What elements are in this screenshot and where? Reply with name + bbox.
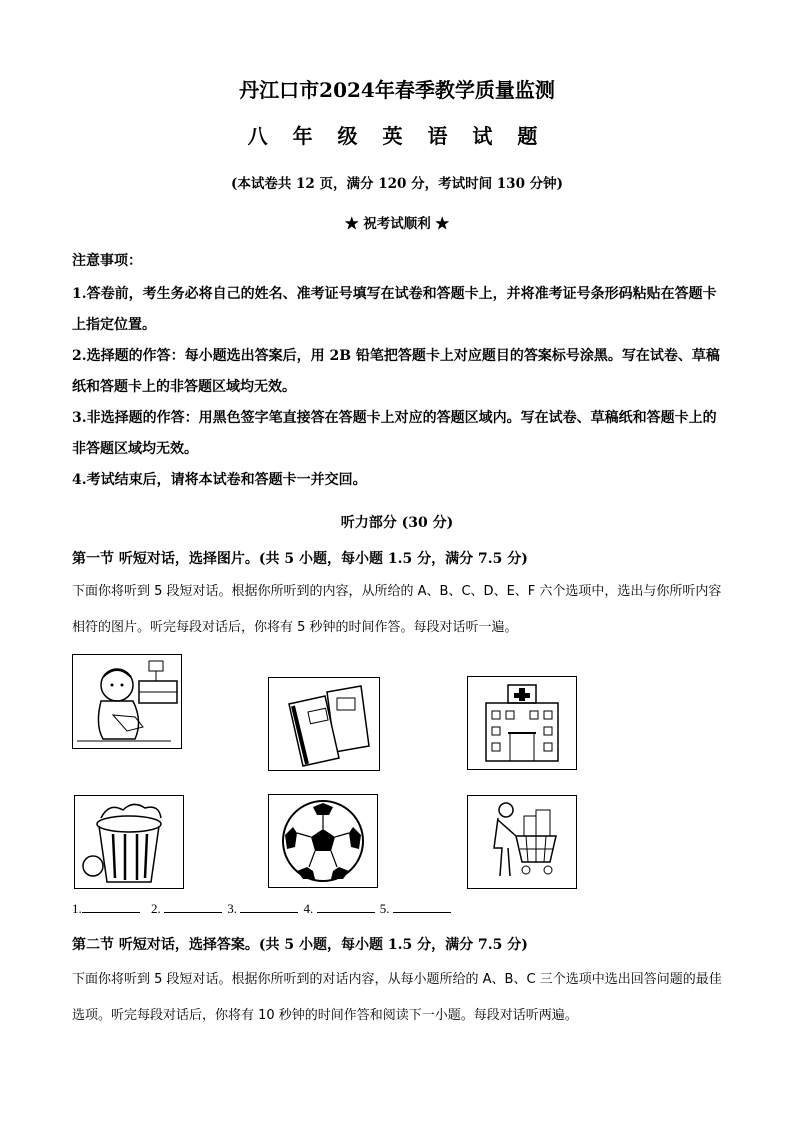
blank-label: 5. bbox=[379, 901, 390, 916]
picture-a bbox=[72, 654, 182, 749]
picture-f bbox=[467, 795, 577, 889]
answer-blank[interactable] bbox=[393, 900, 451, 913]
trash-can-icon bbox=[75, 796, 183, 888]
section2-instructions: 下面你将听到 5 段短对话。根据你所听到的对话内容，从每小题所给的 A、B、C 三个选项中选出回答问题的最佳选项。听完每段对话后，你将有 10 秒钟的时间作答和阅读下一小题。每段对话听两遍。 bbox=[72, 972, 722, 1023]
exam-subtitle: 八 年 级 英 语 试 题 bbox=[247, 124, 547, 148]
picture-e bbox=[268, 794, 378, 888]
exam-wish: ★ 祝考试顺利 ★ bbox=[345, 216, 449, 232]
answer-blank[interactable] bbox=[317, 900, 375, 913]
exam-info: (本试卷共 12 页，满分 120 分，考试时间 130 分钟) bbox=[230, 176, 564, 192]
section2-title: 第二节 听短对话，选择答案。(共 5 小题，每小题 1.5 分，满分 7.5 分) bbox=[72, 937, 528, 953]
notes-list bbox=[72, 279, 722, 496]
answer-blanks bbox=[72, 900, 453, 917]
listening-part-title: 听力部分 (30 分) bbox=[340, 515, 454, 531]
picture-d bbox=[74, 795, 184, 889]
hospital-icon bbox=[468, 677, 576, 769]
answer-blank[interactable] bbox=[240, 900, 298, 913]
section1-instructions: 下面你将听到 5 段短对话。根据你所听到的内容，从所给的 A、B、C、D、E、F 六个选项中，选出与你所听内容相符的图片。听完每段对话后，你将有 5 秒钟的时间作答。每段对话听一遍。 bbox=[72, 584, 722, 635]
blank-label: 4. bbox=[303, 901, 314, 916]
section1-title: 第一节 听短对话，选择图片。(共 5 小题，每小题 1.5 分，满分 7.5 分) bbox=[72, 551, 528, 567]
blank-label: 2. bbox=[151, 901, 161, 916]
shopping-cart-icon bbox=[468, 796, 576, 888]
note-item: 1.答卷前，考生务必将自己的姓名、准考证号填写在试卷和答题卡上，并将准考证号条形码粘贴在答题卡上指定位置。 bbox=[72, 286, 717, 333]
note-item: 2.选择题的作答：每小题选出答案后，用 2B 铅笔把答题卡上对应题目的答案标号涂黑。写在试卷、草稿纸和答题卡上的非答题区域均无效。 bbox=[72, 348, 720, 395]
exam-title: 丹江口市2024年春季教学质量监测 bbox=[239, 78, 555, 102]
answer-blank[interactable] bbox=[164, 900, 222, 913]
blank-label: 3. bbox=[227, 901, 237, 916]
soccer-ball-icon bbox=[269, 795, 377, 887]
picture-b bbox=[268, 677, 380, 771]
notes-title: 注意事项： bbox=[72, 253, 142, 269]
blank-label: 1. bbox=[72, 901, 82, 916]
answer-blank[interactable] bbox=[82, 900, 140, 913]
note-item: 3.非选择题的作答：用黑色签字笔直接答在答题卡上对应的答题区域内。写在试卷、草稿纸和答题卡上的非答题区域均无效。 bbox=[72, 410, 717, 457]
boy-cleaning-icon bbox=[73, 655, 181, 748]
note-item: 4.考试结束后，请将本试卷和答题卡一并交回。 bbox=[72, 472, 367, 488]
notebooks-icon bbox=[269, 678, 379, 770]
picture-c bbox=[467, 676, 577, 770]
